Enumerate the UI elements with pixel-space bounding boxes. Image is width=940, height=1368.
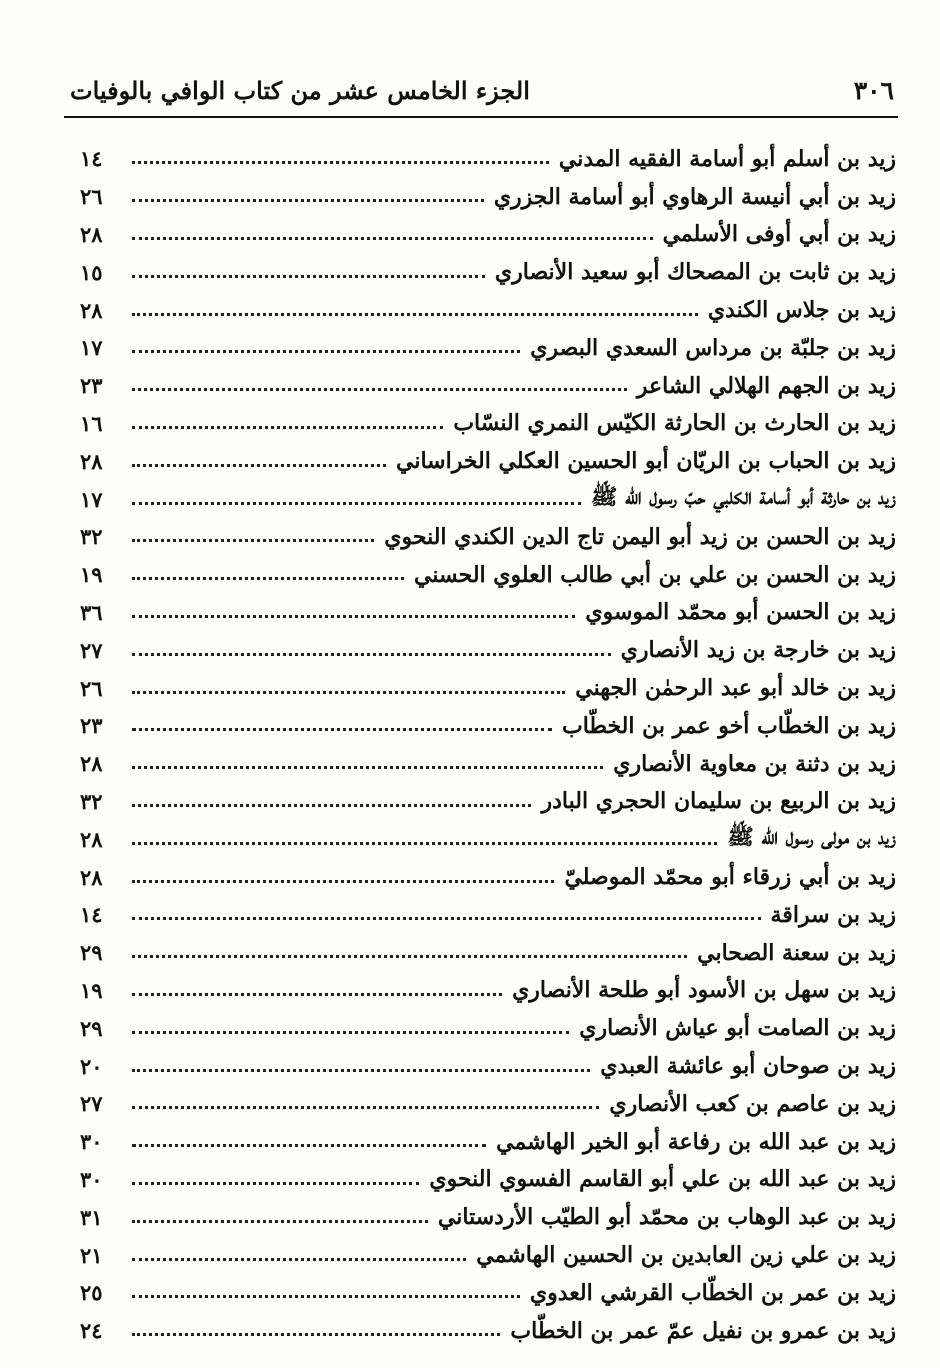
dot-leader xyxy=(132,565,404,580)
entry-name: زيد بن الربيع بن سليمان الحجري البادر xyxy=(541,788,896,815)
entry-page-number: ١٦ xyxy=(80,410,103,436)
entry-page-number: ٢٨ xyxy=(80,751,103,777)
dot-leader xyxy=(132,716,552,731)
entry-name: زيد بن دثنة بن معاوية الأنصاري xyxy=(613,750,896,777)
dot-leader xyxy=(132,1208,428,1223)
entry-page-number: ٢٧ xyxy=(80,637,103,663)
entry-page-number: ٢٨ xyxy=(80,297,103,323)
dot-leader xyxy=(132,338,520,353)
dot-leader xyxy=(132,149,549,164)
dot-leader xyxy=(132,263,485,278)
entry-name: زيد بن الحسن بن زيد أبو اليمن تاج الدين الكندي النحوي xyxy=(384,523,896,550)
dot-leader xyxy=(132,679,565,694)
entry-page-number: ٢٥ xyxy=(80,1280,103,1306)
entry-name: زيد بن عاصم بن كعب الأنصاري xyxy=(609,1090,896,1117)
dot-leader xyxy=(132,225,653,240)
dot-leader xyxy=(132,905,761,920)
index-entry xyxy=(80,140,896,178)
index-list xyxy=(80,140,896,1350)
index-entry xyxy=(80,518,896,556)
dot-leader xyxy=(132,452,386,467)
page-number: ٣٠٦ xyxy=(853,76,894,105)
dot-leader xyxy=(132,1283,520,1298)
dot-leader xyxy=(132,830,717,845)
index-entry xyxy=(80,367,896,405)
entry-page-number: ٣٠ xyxy=(80,1129,103,1155)
index-entry xyxy=(80,594,896,632)
index-entry xyxy=(80,329,896,367)
dot-leader xyxy=(132,490,581,505)
entry-name: زيد بن سعنة الصحابي xyxy=(697,939,896,966)
dot-leader xyxy=(132,868,554,883)
entry-name: زيد بن أبي زرقاء أبو محمّد الموصليّ xyxy=(564,864,896,891)
entry-name: زيد بن حارثة أبو أسامة الكلبي حبّ رسول الله ﷺ xyxy=(590,484,896,511)
dot-leader xyxy=(132,527,374,542)
index-entry xyxy=(80,1236,896,1274)
entry-name: زيد بن أبي أوفى الأسلمي xyxy=(662,221,896,248)
entry-page-number: ٣٢ xyxy=(80,788,103,814)
dot-leader xyxy=(132,792,531,807)
entry-name: زيد بن الحباب بن الريّان أبو الحسين العكلي الخراساني xyxy=(395,448,896,475)
entry-page-number: ٣١ xyxy=(80,1204,103,1230)
entry-name: زيد بن عبد الله بن رفاعة أبو الخير الهاشمي xyxy=(496,1128,896,1155)
entry-name: زيد بن سراقة xyxy=(770,901,896,928)
entry-name: زيد بن الحسن بن علي بن أبي طالب العلوي الحسني xyxy=(414,561,896,588)
entry-name: زيد بن الجهم الهلالي الشاعر xyxy=(636,372,896,399)
dot-leader xyxy=(132,1246,466,1261)
index-entry xyxy=(80,858,896,896)
entry-name: زيد بن ثابت بن المصحاك أبو سعيد الأنصاري xyxy=(494,259,896,286)
entry-name: زيد بن أسلم أبو أسامة الفقيه المدني xyxy=(558,145,896,172)
entry-page-number: ١٩ xyxy=(80,977,103,1003)
entry-page-number: ٣٦ xyxy=(80,599,103,625)
entry-page-number: ٢٦ xyxy=(80,184,103,210)
running-title: الجزء الخامس عشر من كتاب الوافي بالوفيات xyxy=(70,76,530,105)
entry-name: زيد بن جلاس الكندي xyxy=(707,297,896,324)
index-entry xyxy=(80,1198,896,1236)
index-entry xyxy=(80,820,896,858)
entry-page-number: ٢٩ xyxy=(80,1015,103,1041)
index-entry xyxy=(80,1047,896,1085)
entry-page-number: ٢٧ xyxy=(80,1091,103,1117)
entry-page-number: ٢٦ xyxy=(80,675,103,701)
index-entry xyxy=(80,669,896,707)
index-entry xyxy=(80,556,896,594)
index-entry xyxy=(80,631,896,669)
index-entry xyxy=(80,707,896,745)
entry-page-number: ١٤ xyxy=(80,146,103,172)
entry-name: زيد بن خالد أبو عبد الرحمٰن الجهني xyxy=(575,675,896,702)
dot-leader xyxy=(132,1132,486,1147)
dot-leader xyxy=(132,943,687,958)
index-entry xyxy=(80,216,896,254)
index-entry xyxy=(80,480,896,518)
entry-name: زيد بن أبي أنيسة الرهاوي أبو أسامة الجزري xyxy=(493,183,896,210)
entry-name: زيد بن صوحان أبو عائشة العبدي xyxy=(600,1053,896,1080)
entry-page-number: ١٩ xyxy=(80,562,103,588)
index-entry xyxy=(80,1274,896,1312)
entry-page-number: ١٥ xyxy=(80,259,103,285)
entry-name: زيد بن مولى رسول الله ﷺ xyxy=(727,824,896,851)
entry-name: زيد بن جلبّة بن مرداس السعدي البصري xyxy=(530,334,896,361)
entry-page-number: ١٤ xyxy=(80,902,103,928)
entry-page-number: ١٧ xyxy=(80,486,103,512)
page-header xyxy=(64,68,898,118)
entry-page-number: ٢٤ xyxy=(80,1318,103,1344)
index-entry xyxy=(80,1312,896,1350)
entry-page-number: ٢١ xyxy=(80,1242,103,1268)
dot-leader xyxy=(132,1019,569,1034)
entry-page-number: ٢٣ xyxy=(80,713,103,739)
index-entry xyxy=(80,934,896,972)
dot-leader xyxy=(132,376,627,391)
entry-name: زيد بن سهل بن الأسود أبو طلحة الأنصاري xyxy=(512,977,896,1004)
index-entry xyxy=(80,1009,896,1047)
index-entry xyxy=(80,253,896,291)
dot-leader xyxy=(132,754,603,769)
index-entry xyxy=(80,1123,896,1161)
index-entry xyxy=(80,405,896,443)
index-entry xyxy=(80,745,896,783)
entry-name: زيد بن عبد الوهاب بن محمّد أبو الطيّب الأردستاني xyxy=(437,1204,896,1231)
dot-leader xyxy=(132,1094,599,1109)
entry-name: زيد بن الخطّاب أخو عمر بن الخطّاب xyxy=(561,712,896,739)
entry-page-number: ٢٩ xyxy=(80,940,103,966)
index-entry xyxy=(80,178,896,216)
entry-page-number: ٢٨ xyxy=(80,221,103,247)
index-entry xyxy=(80,972,896,1010)
entry-page-number: ٣٠ xyxy=(80,1166,103,1192)
dot-leader xyxy=(132,981,502,996)
index-entry xyxy=(80,896,896,934)
dot-leader xyxy=(132,414,443,429)
entry-page-number: ٢٨ xyxy=(80,826,103,852)
index-entry xyxy=(80,1161,896,1199)
entry-name: زيد بن عبد الله بن علي أبو القاسم الفسوي النحوي xyxy=(429,1166,896,1193)
entry-name: زيد بن الحسن أبو محمّد الموسوي xyxy=(585,599,896,626)
entry-page-number: ٢٨ xyxy=(80,864,103,890)
index-entry xyxy=(80,783,896,821)
index-entry xyxy=(80,442,896,480)
dot-leader xyxy=(132,1321,500,1336)
dot-leader xyxy=(132,641,611,656)
entry-page-number: ١٧ xyxy=(80,335,103,361)
entry-name: زيد بن عمرو بن نفيل عمّ عمر بن الخطّاب xyxy=(510,1317,896,1344)
dot-leader xyxy=(132,1170,419,1185)
dot-leader xyxy=(132,187,484,202)
entry-name: زيد بن الصامت أبو عياش الأنصاري xyxy=(579,1015,896,1042)
dot-leader xyxy=(132,603,575,618)
entry-page-number: ٢٠ xyxy=(80,1053,103,1079)
entry-name: زيد بن علي زين العابدين بن الحسين الهاشمي xyxy=(476,1242,896,1268)
entry-page-number: ٢٨ xyxy=(80,448,103,474)
dot-leader xyxy=(132,301,698,316)
entry-page-number: ٢٣ xyxy=(80,373,103,399)
entry-page-number: ٣٢ xyxy=(80,524,103,550)
entry-name: زيد بن الحارث بن الحارثة الكيّس النمري النسّاب xyxy=(453,410,896,437)
entry-name: زيد بن خارجة بن زيد الأنصاري xyxy=(620,637,896,664)
entry-name: زيد بن عمر بن الخطّاب القرشي العدوي xyxy=(529,1279,896,1306)
index-entry xyxy=(80,1085,896,1123)
dot-leader xyxy=(132,1057,590,1072)
index-entry xyxy=(80,291,896,329)
